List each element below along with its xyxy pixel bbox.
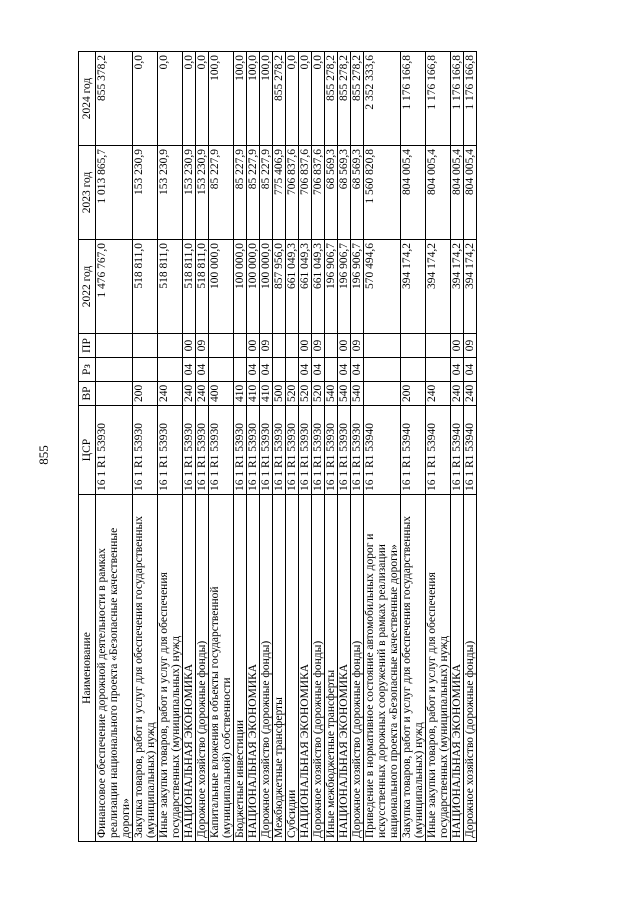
cell-rz: 04 <box>338 358 351 382</box>
cell-csr: 16 1 R1 53930 <box>286 406 299 495</box>
table-row <box>364 52 401 842</box>
header-pr: ПР <box>79 334 96 358</box>
cell-2023: 153 230,9 <box>158 146 183 240</box>
cell-name: НАЦИОНАЛЬНАЯ ЭКОНОМИКА <box>451 495 464 842</box>
cell-pr: 09 <box>464 334 477 358</box>
cell-vr: 400 <box>209 382 234 406</box>
cell-2023: 706 837,6 <box>286 146 299 240</box>
cell-csr: 16 1 R1 53940 <box>451 406 464 495</box>
cell-pr <box>325 334 338 358</box>
cell-2022: 196 906,7 <box>325 240 338 334</box>
cell-vr: 520 <box>299 382 312 406</box>
cell-pr: 09 <box>312 334 325 358</box>
table-row <box>351 52 364 842</box>
cell-pr: 09 <box>260 334 273 358</box>
cell-name: Иные закупки товаров, работ и услуг для обеспечения государственных (муниципальных) нужд <box>426 495 451 842</box>
cell-vr: 240 <box>158 382 183 406</box>
cell-pr: 00 <box>338 334 351 358</box>
cell-rz <box>96 358 133 382</box>
cell-2022: 661 049,3 <box>299 240 312 334</box>
cell-2022: 661 049,3 <box>312 240 325 334</box>
cell-rz <box>325 358 338 382</box>
cell-vr: 200 <box>133 382 158 406</box>
table-row <box>401 52 426 842</box>
cell-2024: 0,0 <box>312 52 325 146</box>
cell-name: Дорожное хозяйство (дорожные фонды) <box>351 495 364 842</box>
cell-2022: 100 000,0 <box>234 240 247 334</box>
cell-name: НАЦИОНАЛЬНАЯ ЭКОНОМИКА <box>299 495 312 842</box>
cell-rz: 04 <box>351 358 364 382</box>
page-number: 855 <box>36 445 51 465</box>
cell-vr: 540 <box>338 382 351 406</box>
cell-csr: 16 1 R1 53940 <box>426 406 451 495</box>
cell-2024: 100,0 <box>260 52 273 146</box>
cell-2023: 804 005,4 <box>426 146 451 240</box>
cell-2022: 394 174,2 <box>451 240 464 334</box>
cell-csr: 16 1 R1 53940 <box>464 406 477 495</box>
cell-vr: 410 <box>234 382 247 406</box>
cell-rz <box>364 358 401 382</box>
cell-pr <box>426 334 451 358</box>
cell-2022: 1 476 767,0 <box>96 240 133 334</box>
cell-pr <box>96 334 133 358</box>
cell-rz <box>401 358 426 382</box>
header-2024: 2024 год <box>79 52 96 146</box>
cell-pr: 00 <box>299 334 312 358</box>
cell-csr: 16 1 R1 53930 <box>183 406 196 495</box>
table-header-row <box>79 52 96 842</box>
cell-pr: 09 <box>351 334 364 358</box>
cell-2024: 1 176 166,8 <box>464 52 477 146</box>
cell-pr <box>209 334 234 358</box>
table-row <box>209 52 234 842</box>
cell-2024: 855 378,2 <box>96 52 133 146</box>
table-row <box>299 52 312 842</box>
cell-name: Дорожное хозяйство (дорожные фонды) <box>196 495 209 842</box>
header-rz: Рз <box>79 358 96 382</box>
cell-name: НАЦИОНАЛЬНАЯ ЭКОНОМИКА <box>247 495 260 842</box>
cell-2022: 518 811,0 <box>158 240 183 334</box>
cell-pr <box>133 334 158 358</box>
table-row <box>286 52 299 842</box>
cell-rz: 04 <box>183 358 196 382</box>
cell-2024: 2 352 333,6 <box>364 52 401 146</box>
cell-rz: 04 <box>451 358 464 382</box>
cell-csr: 16 1 R1 53930 <box>247 406 260 495</box>
cell-pr <box>401 334 426 358</box>
cell-name: Финансовое обеспечение дорожной деятельности в рамках реализации национального проекта «Безопасные качественные дороги» <box>96 495 133 842</box>
cell-csr: 16 1 R1 53930 <box>234 406 247 495</box>
cell-2022: 100 000,0 <box>247 240 260 334</box>
cell-2022: 196 906,7 <box>351 240 364 334</box>
cell-pr: 00 <box>247 334 260 358</box>
table-row <box>338 52 351 842</box>
cell-rz <box>234 358 247 382</box>
cell-2024: 100,0 <box>234 52 247 146</box>
cell-2023: 775 406,9 <box>273 146 286 240</box>
cell-rz: 04 <box>464 358 477 382</box>
cell-2024: 0,0 <box>158 52 183 146</box>
cell-rz <box>133 358 158 382</box>
cell-2022: 100 000,0 <box>260 240 273 334</box>
cell-csr: 16 1 R1 53930 <box>273 406 286 495</box>
cell-name: Дорожное хозяйство (дорожные фонды) <box>464 495 477 842</box>
cell-2023: 85 227,9 <box>209 146 234 240</box>
cell-pr <box>158 334 183 358</box>
cell-pr: 00 <box>451 334 464 358</box>
cell-vr: 200 <box>401 382 426 406</box>
cell-rz <box>286 358 299 382</box>
cell-vr: 540 <box>351 382 364 406</box>
cell-2022: 518 811,0 <box>183 240 196 334</box>
cell-2023: 85 227,9 <box>234 146 247 240</box>
cell-vr: 240 <box>451 382 464 406</box>
cell-csr: 16 1 R1 53930 <box>196 406 209 495</box>
cell-2024: 1 176 166,8 <box>426 52 451 146</box>
cell-2023: 804 005,4 <box>464 146 477 240</box>
table-row <box>196 52 209 842</box>
cell-pr <box>286 334 299 358</box>
cell-rz: 04 <box>247 358 260 382</box>
cell-2024: 855 278,2 <box>273 52 286 146</box>
cell-2023: 153 230,9 <box>196 146 209 240</box>
cell-2023: 706 837,6 <box>299 146 312 240</box>
cell-vr: 520 <box>286 382 299 406</box>
cell-2024: 0,0 <box>133 52 158 146</box>
cell-vr: 240 <box>426 382 451 406</box>
header-name: Наименование <box>79 495 96 842</box>
cell-name: Приведение в нормативное состояние автомобильных дорог и искусственных дорожных сооружений в рамках реализации национального проекта «Безопасные качественные дороги» <box>364 495 401 842</box>
cell-rz: 04 <box>196 358 209 382</box>
cell-name: Иные закупки товаров, работ и услуг для обеспечения государственных (муниципальных) нужд <box>158 495 183 842</box>
cell-2024: 0,0 <box>286 52 299 146</box>
cell-2023: 706 837,6 <box>312 146 325 240</box>
cell-name: НАЦИОНАЛЬНАЯ ЭКОНОМИКА <box>338 495 351 842</box>
cell-2023: 68 569,3 <box>325 146 338 240</box>
cell-csr: 16 1 R1 53930 <box>299 406 312 495</box>
table-row <box>234 52 247 842</box>
table-row <box>96 52 133 842</box>
cell-name: Иные межбюджетные трансферты <box>325 495 338 842</box>
table-row <box>247 52 260 842</box>
cell-name: Капитальные вложения в объекты государственной (муниципальной) собственности <box>209 495 234 842</box>
cell-pr: 00 <box>183 334 196 358</box>
header-2023: 2023 год <box>79 146 96 240</box>
cell-2024: 855 278,2 <box>338 52 351 146</box>
cell-2023: 804 005,4 <box>401 146 426 240</box>
cell-vr <box>96 382 133 406</box>
cell-name: Межбюджетные трансферты <box>273 495 286 842</box>
cell-rz <box>158 358 183 382</box>
header-2022: 2022 год <box>79 240 96 334</box>
cell-vr: 240 <box>196 382 209 406</box>
table-row <box>133 52 158 842</box>
cell-2024: 100,0 <box>247 52 260 146</box>
cell-2022: 100 000,0 <box>209 240 234 334</box>
header-vr: ВР <box>79 382 96 406</box>
table-row <box>451 52 464 842</box>
cell-csr: 16 1 R1 53930 <box>133 406 158 495</box>
cell-2023: 153 230,9 <box>133 146 158 240</box>
rotated-page-content <box>78 52 580 842</box>
cell-2024: 855 278,2 <box>351 52 364 146</box>
cell-2022: 857 956,0 <box>273 240 286 334</box>
cell-2024: 0,0 <box>183 52 196 146</box>
cell-rz <box>273 358 286 382</box>
cell-2024: 100,0 <box>209 52 234 146</box>
cell-rz <box>209 358 234 382</box>
cell-vr: 240 <box>464 382 477 406</box>
cell-2022: 518 811,0 <box>196 240 209 334</box>
cell-2022: 196 906,7 <box>338 240 351 334</box>
cell-2023: 85 227,9 <box>260 146 273 240</box>
cell-2023: 1 560 820,8 <box>364 146 401 240</box>
cell-pr <box>234 334 247 358</box>
table-row <box>426 52 451 842</box>
cell-vr: 240 <box>183 382 196 406</box>
cell-csr: 16 1 R1 53930 <box>351 406 364 495</box>
cell-pr: 09 <box>196 334 209 358</box>
cell-name: Бюджетные инвестиции <box>234 495 247 842</box>
cell-2024: 0,0 <box>196 52 209 146</box>
cell-2024: 855 278,2 <box>325 52 338 146</box>
cell-2022: 518 811,0 <box>133 240 158 334</box>
cell-csr: 16 1 R1 53930 <box>325 406 338 495</box>
cell-2022: 394 174,2 <box>464 240 477 334</box>
cell-2022: 394 174,2 <box>426 240 451 334</box>
cell-2024: 0,0 <box>299 52 312 146</box>
cell-rz: 04 <box>299 358 312 382</box>
cell-name: Дорожное хозяйство (дорожные фонды) <box>260 495 273 842</box>
cell-2022: 570 494,6 <box>364 240 401 334</box>
cell-vr: 500 <box>273 382 286 406</box>
table-row <box>158 52 183 842</box>
cell-2024: 1 176 166,8 <box>451 52 464 146</box>
table-row <box>183 52 196 842</box>
cell-vr <box>364 382 401 406</box>
cell-name: Дорожное хозяйство (дорожные фонды) <box>312 495 325 842</box>
budget-table <box>78 51 477 842</box>
cell-2022: 394 174,2 <box>401 240 426 334</box>
cell-vr: 540 <box>325 382 338 406</box>
cell-2023: 1 013 865,7 <box>96 146 133 240</box>
cell-2023: 68 569,3 <box>351 146 364 240</box>
cell-vr: 410 <box>260 382 273 406</box>
cell-2023: 85 227,9 <box>247 146 260 240</box>
table-row <box>273 52 286 842</box>
cell-pr <box>364 334 401 358</box>
cell-vr: 410 <box>247 382 260 406</box>
cell-csr: 16 1 R1 53930 <box>158 406 183 495</box>
cell-pr <box>273 334 286 358</box>
cell-rz: 04 <box>260 358 273 382</box>
table-body <box>96 52 477 842</box>
cell-2023: 68 569,3 <box>338 146 351 240</box>
cell-2022: 661 049,3 <box>286 240 299 334</box>
cell-csr: 16 1 R1 53940 <box>364 406 401 495</box>
cell-csr: 16 1 R1 53940 <box>401 406 426 495</box>
cell-csr: 16 1 R1 53930 <box>312 406 325 495</box>
table-row <box>260 52 273 842</box>
cell-rz: 04 <box>312 358 325 382</box>
cell-vr: 520 <box>312 382 325 406</box>
table-row <box>325 52 338 842</box>
table-row <box>312 52 325 842</box>
cell-rz <box>426 358 451 382</box>
cell-csr: 16 1 R1 53930 <box>338 406 351 495</box>
cell-name: Субсидии <box>286 495 299 842</box>
cell-name: Закупка товаров, работ и услуг для обеспечения государственных (муниципальных) нужд <box>401 495 426 842</box>
cell-name: Закупка товаров, работ и услуг для обеспечения государственных (муниципальных) нужд <box>133 495 158 842</box>
cell-2023: 804 005,4 <box>451 146 464 240</box>
cell-2024: 1 176 166,8 <box>401 52 426 146</box>
header-csr: ЦСР <box>79 406 96 495</box>
cell-csr: 16 1 R1 53930 <box>260 406 273 495</box>
cell-csr: 16 1 R1 53930 <box>209 406 234 495</box>
cell-csr: 16 1 R1 53930 <box>96 406 133 495</box>
cell-2023: 153 230,9 <box>183 146 196 240</box>
table-row <box>464 52 477 842</box>
cell-name: НАЦИОНАЛЬНАЯ ЭКОНОМИКА <box>183 495 196 842</box>
